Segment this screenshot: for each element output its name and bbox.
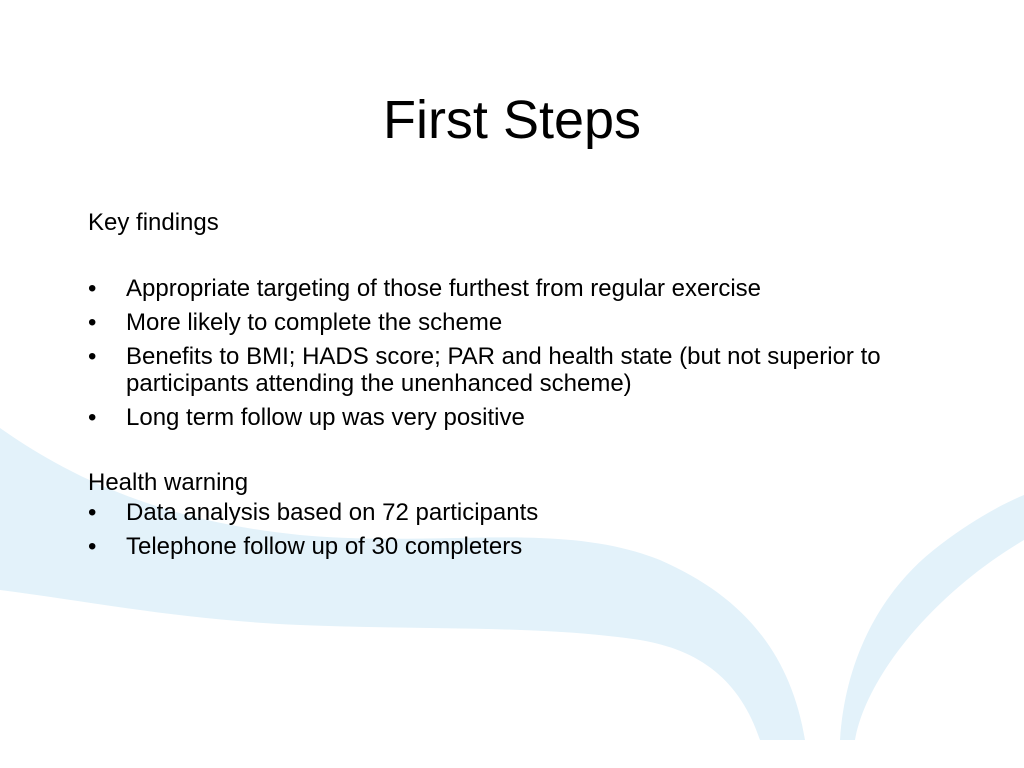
spacer	[88, 240, 908, 275]
bullet-item: • Long term follow up was very positive	[88, 404, 908, 431]
section-heading-key-findings: Key findings	[88, 209, 219, 236]
slide-title: First Steps	[382, 90, 642, 150]
key-findings-list	[88, 275, 908, 431]
bullet-item: • Telephone follow up of 30 completers	[88, 533, 908, 560]
spacer	[88, 438, 908, 466]
bullet-item: • More likely to complete the scheme	[88, 309, 908, 336]
bullet-item: • Data analysis based on 72 participants	[88, 499, 908, 526]
health-warning-list	[88, 499, 908, 560]
section-heading-health-warning: Health warning	[88, 468, 249, 496]
bullet-item: • Benefits to BMI; HADS score; PAR and health state (but not superior to participants attending the unenhanced scheme)	[88, 343, 908, 397]
slide-content	[88, 206, 908, 567]
bullet-item: • Appropriate targeting of those furthest from regular exercise	[88, 275, 908, 302]
